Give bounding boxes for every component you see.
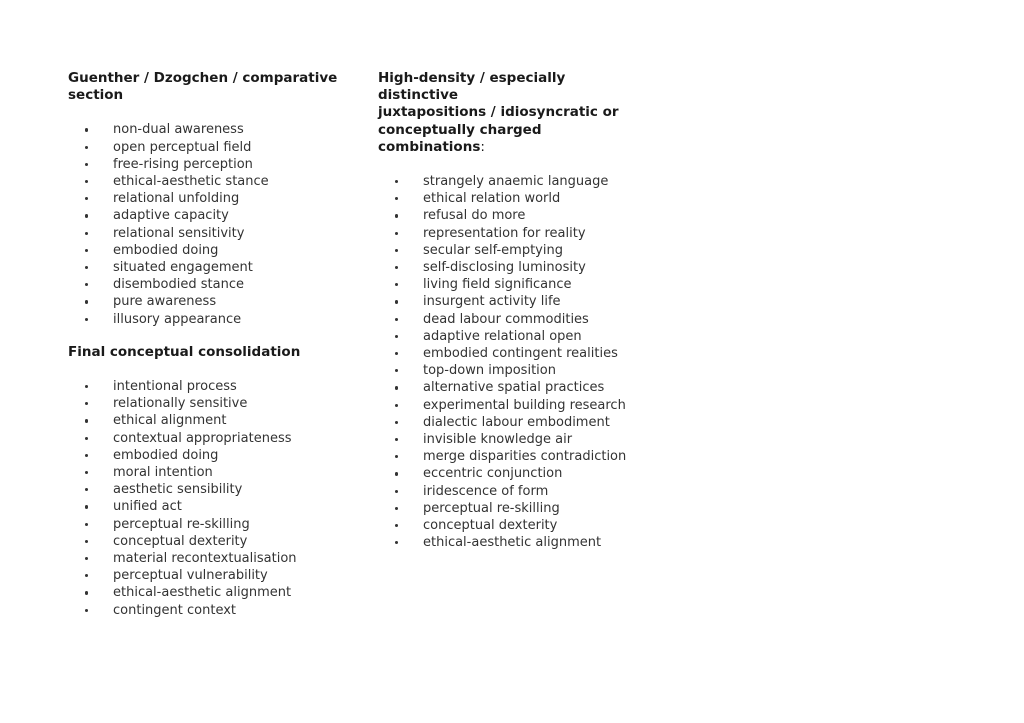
list-item — [68, 259, 368, 276]
list-item — [68, 293, 368, 310]
list-item — [68, 207, 368, 224]
list-item-text: illusory appearance — [113, 311, 242, 327]
heading-line-2: juxtapositions / idiosyncratic or — [378, 104, 619, 121]
list-item — [378, 259, 623, 276]
list-item — [378, 517, 623, 534]
list-item — [378, 483, 623, 500]
list-item-text: perceptual re-skilling — [423, 500, 560, 516]
list-item-text: alternative spatial practices — [423, 380, 605, 396]
list-item-text: embodied contingent realities — [423, 346, 618, 362]
list-item — [378, 293, 623, 310]
list-item-text: open perceptual field — [113, 139, 252, 155]
list-item-text: situated engagement — [113, 260, 253, 276]
list-item — [68, 395, 368, 412]
list-item — [68, 516, 368, 533]
list-item — [68, 533, 368, 550]
list-item-text: ethical-aesthetic alignment — [423, 535, 602, 551]
list-item-text: conceptual dexterity — [113, 533, 248, 549]
list-item-text: insurgent activity life — [423, 294, 561, 310]
bullet-list-comparative — [68, 121, 368, 327]
list-item — [378, 173, 623, 190]
list-item — [378, 311, 623, 328]
heading-line-3-bold: conceptually charged combinations — [378, 121, 542, 155]
list-item-text: living field significance — [423, 277, 572, 293]
list-item-text: strangely anaemic language — [423, 174, 609, 190]
list-item-text: non-dual awareness — [113, 122, 244, 138]
right-column — [378, 70, 627, 551]
list-item — [68, 550, 368, 567]
list-item — [68, 430, 368, 447]
list-item — [378, 225, 623, 242]
list-item — [68, 276, 368, 293]
list-item — [378, 190, 623, 207]
list-item-text: refusal do more — [423, 208, 526, 224]
list-item — [68, 156, 368, 173]
list-item-text: relational sensitivity — [113, 225, 245, 241]
list-item-text: iridescence of form — [423, 483, 549, 499]
list-item-text: experimental building research — [423, 397, 626, 413]
list-item-text: ethical alignment — [113, 413, 227, 429]
list-item-text: pure awareness — [113, 294, 217, 310]
list-item — [68, 498, 368, 515]
list-item — [68, 567, 368, 584]
list-item-text: relational unfolding — [113, 191, 240, 207]
list-item — [378, 276, 623, 293]
list-item — [378, 362, 623, 379]
list-item-text: conceptual dexterity — [423, 518, 558, 534]
list-item-text: embodied doing — [113, 447, 219, 463]
list-item — [378, 448, 627, 465]
list-item — [378, 345, 623, 362]
list-item-text: eccentric conjunction — [423, 466, 563, 482]
list-item-text: intentional process — [113, 379, 237, 395]
list-item — [378, 379, 623, 396]
list-item-text: top-down imposition — [423, 363, 556, 379]
list-item-text: ethical relation world — [423, 191, 561, 207]
bullet-list-consolidation — [68, 378, 368, 619]
heading-line-3 — [378, 122, 623, 156]
list-item — [68, 378, 368, 395]
list-item-text: disembodied stance — [113, 277, 244, 293]
list-item-text: representation for reality — [423, 225, 586, 241]
list-item-text: secular self-emptying — [423, 242, 563, 258]
list-item — [378, 328, 623, 345]
list-item-text: ethical-aesthetic alignment — [113, 585, 292, 601]
list-item-text: embodied doing — [113, 242, 219, 258]
list-item — [378, 397, 626, 414]
list-item-text: relationally sensitive — [113, 396, 248, 412]
list-item-text: dialectic labour embodiment — [423, 414, 610, 430]
list-item — [378, 534, 623, 551]
list-item-text: aesthetic sensibility — [113, 482, 243, 498]
list-item — [68, 190, 368, 207]
list-item-text: perceptual re-skilling — [113, 516, 250, 532]
list-item-text: ethical-aesthetic stance — [113, 174, 269, 190]
heading-colon: : — [480, 138, 485, 155]
list-item — [68, 481, 368, 498]
list-item — [68, 602, 368, 619]
list-item-text: contingent context — [113, 602, 237, 618]
heading-line-1: High-density / especially distinctive — [378, 70, 566, 104]
list-item — [68, 242, 368, 259]
section-heading-comparative: Guenther / Dzogchen / comparative section — [68, 70, 338, 104]
list-item-text: invisible knowledge air — [423, 432, 573, 448]
list-item-text: contextual appropriateness — [113, 430, 292, 446]
list-item — [378, 242, 623, 259]
list-item — [68, 311, 368, 328]
list-item — [68, 139, 368, 156]
list-item-text: adaptive capacity — [113, 208, 229, 224]
list-item — [68, 225, 368, 242]
list-item — [68, 447, 368, 464]
list-item — [68, 584, 368, 601]
list-item — [68, 121, 368, 138]
list-item — [378, 500, 623, 517]
list-item-text: unified act — [113, 499, 182, 515]
list-item — [378, 431, 623, 448]
list-item — [68, 412, 368, 429]
list-item-text: moral intention — [113, 465, 213, 481]
bullet-list-juxtapositions — [378, 173, 627, 551]
list-item — [378, 207, 623, 224]
list-item-text: dead labour commodities — [423, 311, 589, 327]
list-item-text: merge disparities contradiction — [423, 449, 627, 465]
section-heading-consolidation: Final conceptual consolidation — [68, 343, 301, 360]
section-heading-juxtapositions — [378, 70, 623, 156]
list-item-text: material recontextualisation — [113, 551, 297, 567]
list-item-text: perceptual vulnerability — [113, 568, 268, 584]
list-item — [378, 414, 623, 431]
left-column — [68, 70, 368, 619]
list-item — [68, 173, 368, 190]
list-item — [68, 464, 368, 481]
list-item — [378, 465, 623, 482]
list-item-text: free-rising perception — [113, 156, 253, 172]
list-item-text: self-disclosing luminosity — [423, 260, 586, 276]
list-item-text: adaptive relational open — [423, 328, 582, 344]
